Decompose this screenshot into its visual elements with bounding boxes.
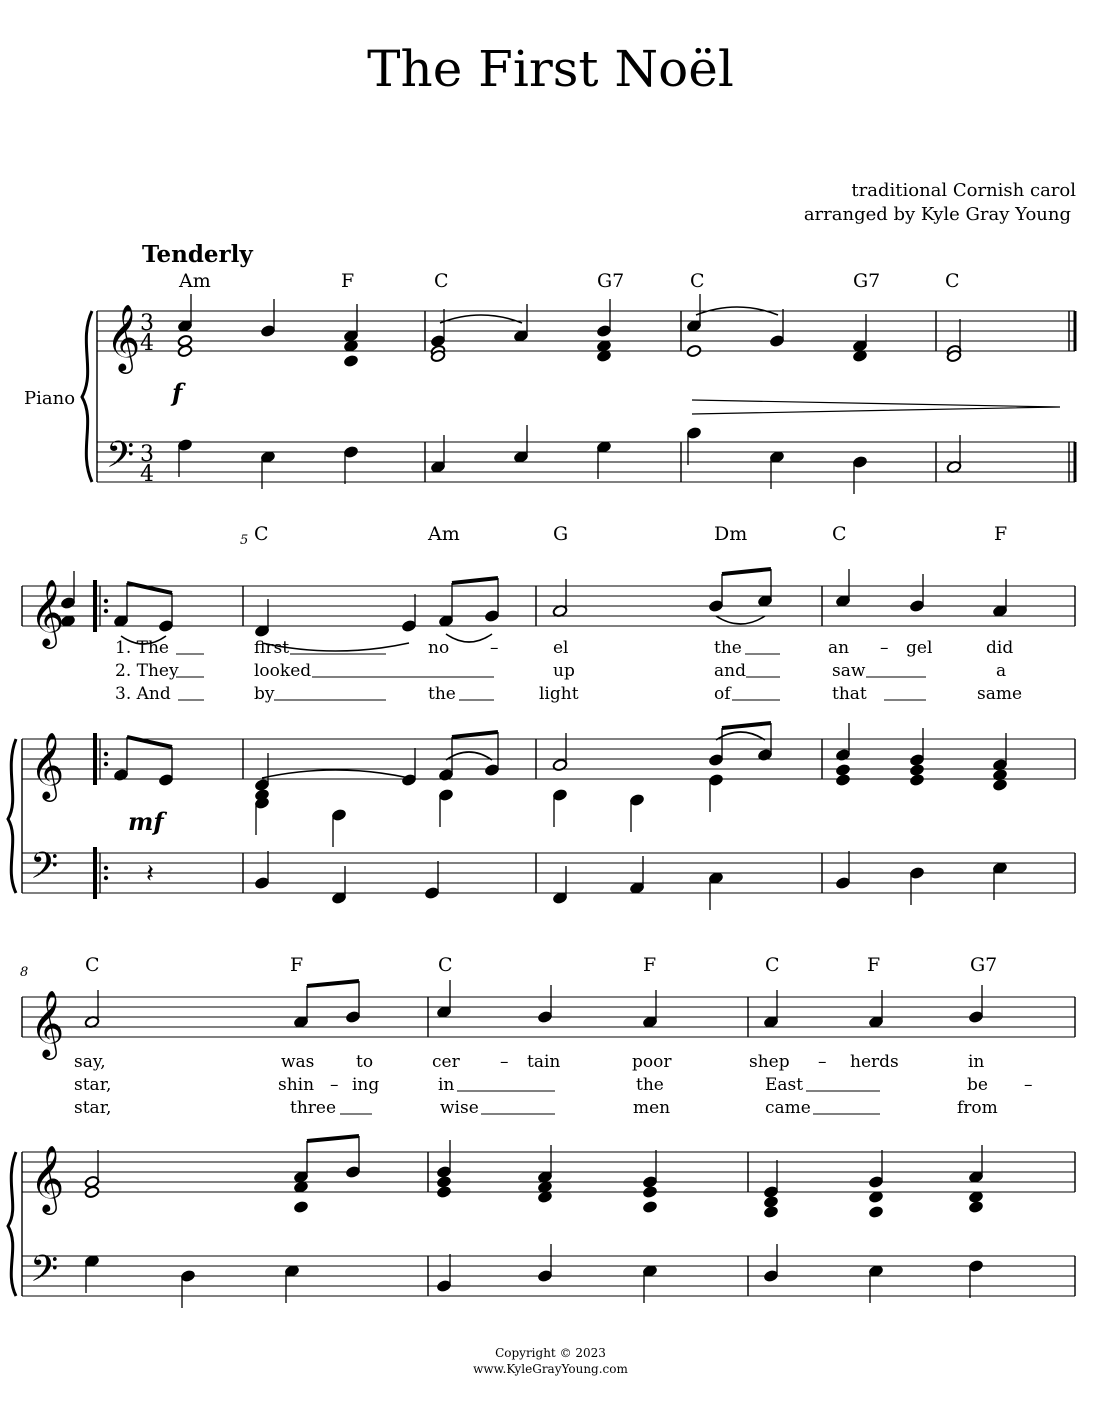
lyric-syllable: the xyxy=(636,1075,664,1095)
lyric-syllable: that xyxy=(832,684,867,704)
lyric-syllable: the xyxy=(428,684,456,704)
chord-symbol: C xyxy=(690,270,705,292)
chord-symbol: G xyxy=(553,523,569,545)
beam xyxy=(452,732,498,737)
repeat-dot xyxy=(104,866,108,870)
lyric-syllable: of xyxy=(714,684,731,704)
lyric-syllable: came xyxy=(765,1098,811,1118)
repeat-dot xyxy=(104,752,108,756)
lyric-syllable: did xyxy=(986,638,1014,658)
bass-clef: 𝄢 xyxy=(30,1248,59,1299)
lyric-syllable: to xyxy=(356,1052,374,1072)
lyric-syllable: shin xyxy=(278,1075,315,1095)
notehead xyxy=(992,778,1007,791)
chord-symbol: Am xyxy=(428,523,460,545)
treble-clef: 𝄞 xyxy=(106,303,141,371)
notehead xyxy=(642,1200,657,1213)
beam xyxy=(452,578,498,583)
chord-symbol: C xyxy=(434,270,449,292)
lyric-syllable: tain xyxy=(527,1052,561,1072)
beam xyxy=(307,1136,359,1141)
lyric-syllable: be xyxy=(967,1075,988,1095)
notehead xyxy=(686,344,701,357)
beam xyxy=(722,569,771,574)
brace xyxy=(8,1152,16,1296)
treble-clef: 𝄞 xyxy=(30,731,65,799)
repeat-dot xyxy=(104,876,108,880)
arranger-credit: arranged by Kyle Gray Young xyxy=(803,204,1071,225)
lyric-syllable: star, xyxy=(74,1098,112,1118)
score-title: The First Noël xyxy=(367,40,734,98)
brace xyxy=(82,311,92,482)
slur xyxy=(262,770,409,778)
notehead xyxy=(909,773,924,786)
chord-symbol: C xyxy=(438,954,453,976)
lyric-syllable: el xyxy=(553,638,569,658)
lyric-hyphen: – xyxy=(330,1075,339,1095)
lyric-syllable: and xyxy=(714,661,746,681)
chord-symbol: F xyxy=(341,270,355,292)
lyric-syllable: looked xyxy=(254,661,312,681)
notes xyxy=(60,294,1007,1308)
lyric-hyphen: – xyxy=(818,1052,827,1072)
slur xyxy=(121,636,166,644)
chord-symbol: C xyxy=(254,523,269,545)
lyric-syllable: no xyxy=(428,638,450,658)
lyric-syllable: three xyxy=(290,1098,337,1118)
lyric-hyphen: – xyxy=(490,638,499,658)
treble-clef: 𝄞 xyxy=(30,1144,65,1212)
lyric-syllable: ing xyxy=(352,1075,380,1095)
chord-symbol: C xyxy=(85,954,100,976)
lyric-syllable: same xyxy=(977,684,1023,704)
chord-symbol: F xyxy=(290,954,304,976)
chord-symbol: F xyxy=(867,954,881,976)
lyric-syllable: shep xyxy=(749,1052,790,1072)
chord-symbol: G7 xyxy=(970,954,998,976)
lyric-syllable: saw xyxy=(832,661,866,681)
lyric-syllable: 1. The xyxy=(115,638,169,658)
lyric-syllable: up xyxy=(553,661,575,681)
treble-clef: 𝄞 xyxy=(30,578,65,646)
beam xyxy=(307,981,359,986)
lyric-syllable: men xyxy=(633,1098,671,1118)
lyric-hyphen: – xyxy=(1024,1075,1033,1095)
notehead xyxy=(835,773,850,786)
tempo-marking: Tenderly xyxy=(142,241,253,268)
decorations xyxy=(8,307,1060,1296)
chord-symbol: G7 xyxy=(597,270,625,292)
notehead xyxy=(992,768,1007,781)
notehead xyxy=(909,763,924,776)
lyric-syllable: in xyxy=(438,1075,455,1095)
staff-lines xyxy=(22,311,1075,1296)
lyric-syllable: gel xyxy=(906,638,933,658)
repeat-dot xyxy=(104,609,108,613)
time-signature: 3 xyxy=(140,442,154,467)
chord-symbol: C xyxy=(832,523,847,545)
chord-symbol: F xyxy=(643,954,657,976)
slur xyxy=(440,315,522,323)
composer-credit: traditional Cornish carol xyxy=(851,180,1076,201)
chord-symbol: G7 xyxy=(853,270,881,292)
notehead xyxy=(436,1175,451,1188)
lyric-syllable: was xyxy=(281,1052,315,1072)
bass-clef: 𝄢 xyxy=(106,434,135,485)
notehead xyxy=(177,344,192,357)
beam xyxy=(722,723,771,728)
notehead xyxy=(835,763,850,776)
measure-number: 5 xyxy=(240,533,249,548)
slur xyxy=(262,643,409,651)
lyric-hyphen: – xyxy=(500,1052,509,1072)
dynamic-mezzo-forte: mf xyxy=(128,807,164,836)
chord-symbol: F xyxy=(994,523,1008,545)
quarter-rest: 𝄽 xyxy=(146,859,154,889)
notehead xyxy=(868,1205,883,1218)
notehead xyxy=(763,1195,778,1208)
lyric-syllable: say, xyxy=(74,1052,106,1072)
lyric-syllable: first xyxy=(254,638,290,658)
decrescendo-hairpin xyxy=(692,400,1060,414)
notehead xyxy=(763,1205,778,1218)
chord-symbol: Am xyxy=(179,270,211,292)
lyric-syllable: poor xyxy=(632,1052,672,1072)
brace xyxy=(8,739,16,893)
time-signature: 4 xyxy=(140,462,154,487)
beam xyxy=(127,583,172,593)
lyric-syllable: cer xyxy=(432,1052,460,1072)
time-signature: 4 xyxy=(140,331,154,356)
bass-clef: 𝄢 xyxy=(30,845,59,896)
lyric-syllable: in xyxy=(968,1052,985,1072)
chord-symbol: C xyxy=(945,270,960,292)
instrument-label: Piano xyxy=(24,388,76,409)
lyric-syllable: by xyxy=(254,684,275,704)
notehead xyxy=(968,1200,983,1213)
lyric-syllable: East xyxy=(765,1075,804,1095)
repeat-dot xyxy=(104,762,108,766)
website-url: www.KyleGrayYoung.com xyxy=(473,1362,628,1376)
notehead xyxy=(436,1185,451,1198)
notehead xyxy=(343,354,358,367)
measure-number: 8 xyxy=(20,965,29,980)
lyric-syllable: from xyxy=(957,1098,998,1118)
repeat-dot xyxy=(104,599,108,603)
lyric-syllable: an xyxy=(828,638,850,658)
lyric-syllable: star, xyxy=(74,1075,112,1095)
lyric-syllable: 3. And xyxy=(115,684,171,704)
lyric-syllable: wise xyxy=(440,1098,479,1118)
time-signature: 3 xyxy=(140,311,154,336)
lyric-syllable: a xyxy=(996,661,1007,681)
lyric-hyphen: – xyxy=(880,638,889,658)
slur xyxy=(716,616,765,624)
chord-symbol: C xyxy=(765,954,780,976)
lyric-syllable: light xyxy=(539,684,579,704)
lyric-syllable: the xyxy=(714,638,742,658)
notehead xyxy=(84,1185,99,1198)
lyric-syllable: herds xyxy=(850,1052,899,1072)
notehead xyxy=(642,1185,657,1198)
chord-symbol: Dm xyxy=(714,523,748,545)
slur xyxy=(446,634,492,642)
barlines xyxy=(22,311,1075,1296)
notehead xyxy=(293,1200,308,1213)
treble-clef: 𝄞 xyxy=(30,989,65,1057)
copyright-notice: Copyright © 2023 xyxy=(495,1346,606,1360)
dynamic-forte: f xyxy=(172,378,183,407)
lyric-syllable: 2. They xyxy=(115,661,179,681)
